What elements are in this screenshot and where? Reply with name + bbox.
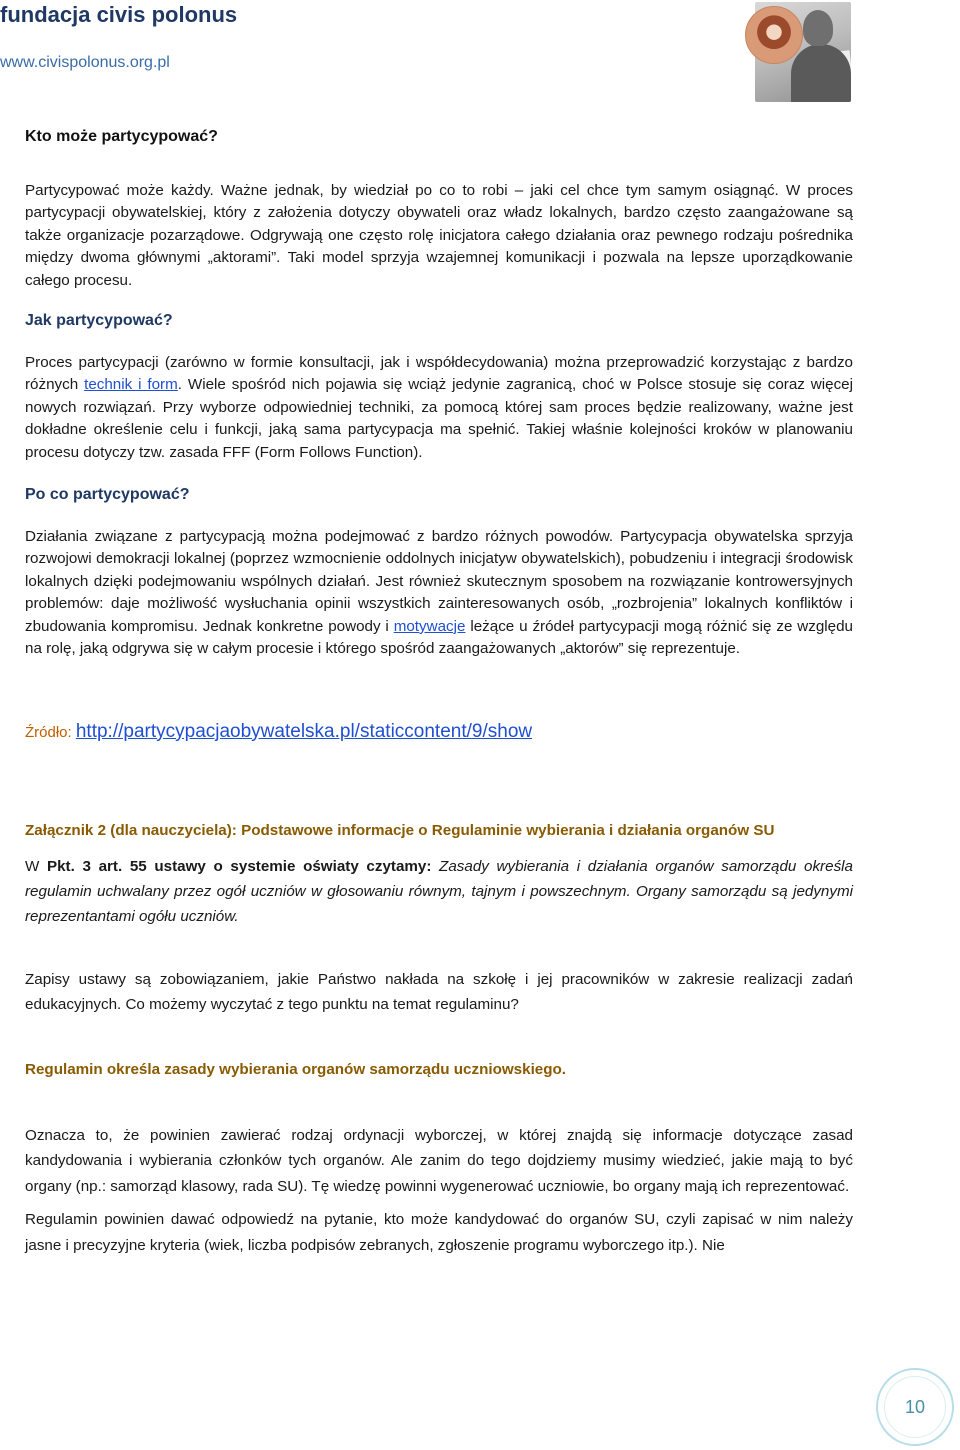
source-line (25, 719, 853, 746)
paragraph-who: Partycypować może każdy. Ważne jednak, by wiedział po co to robi – jaki cel chce tym samym osiągnąć. W proces partycypacji obywatelskiej, który z założenia dotyczy obywateli oraz władz lokalnych, bardzo często zaangażowane są także organizacje pozarządowe. Odgrywają one często rolę inicjatora całego działania oraz pewnego rodzaju pośrednika między dwoma głównymi „aktorami”. Taki model sprzyja wzajemnej komunikacji i pozwala na lepsze uporządkowanie całego procesu. (25, 182, 853, 289)
paragraph-why: Działania związane z partycypacją można podejmować z bardzo różnych powodów. Partycypacja obywatelska sprzyja rozwojowi demokracji lokalnej (poprzez wzmocnienie oddolnych inicjatyw obywatelskich), pobudzeniu i integracji środowisk lokalnych dzięki podejmowaniu wspólnych działań. Jest również skutecznym sposobem na rozwiązanie kontrowersyjnych problemów: daje możliwość wysłuchania opinii wszystkich zainteresowanych osób, „rozbrojenia” lokalnych konfliktów i zbudowania kompromisu. Jednak konkretne powody i motywacje leżące u źródeł partycypacji mogą różnić się ze względu na rolę, jaką odgrywa się w całym procesie i którego spośród zaangażowanych „aktorów” się reprezentuje. (25, 528, 854, 658)
header-photo (745, 0, 855, 104)
header-title: fundacja civis polonus (0, 2, 238, 27)
paragraph-candidacy: Regulamin powinien dawać odpowiedź na pytanie, kto może kandydować do organów SU, czyli zapisać w nim należy jasne i precyzyjne kryteria (wiek, liczba podpisów zebranych, zgłoszenie programu wyborczego itp.). Nie (25, 1211, 853, 1254)
page-number (876, 1368, 954, 1446)
paragraph-obligations: Zapisy ustawy są zobowiązaniem, jakie Państwo nakłada na szkołę i jej pracowników w zakresie realizacji zadań edukacyjnych. Co możemy wyczytać z tego punktu na temat regulaminu? (25, 970, 853, 1013)
header-url[interactable]: www.civispolonus.org.pl (0, 54, 170, 71)
annex-subheading: Regulamin określa zasady wybierania organów samorządu uczniowskiego. (25, 1060, 567, 1078)
annex-heading: Załącznik 2 (dla nauczyciela): Podstawowe informacje o Regulaminie wybierania i działania organów SU (25, 821, 775, 839)
section-heading-who: Kto może partycypować? (25, 128, 218, 145)
source-label: Źródło: (25, 723, 76, 741)
section-heading-why: Po co partycypować? (25, 486, 190, 504)
paragraph-law: W Pkt. 3 art. 55 ustawy o systemie oświaty czytamy: Zasady wybierania i działania organów samorządu określa regulamin uchwalany przez ogół uczniów w głosowaniu równym, tajnym i powszechnym. Organy samorządu są jedynymi reprezentantami ogółu uczniów. (25, 857, 853, 925)
page-number-label: 10 (904, 1396, 926, 1417)
section-heading-how: Jak partycypować? (25, 312, 173, 330)
portrait-photo (745, 6, 803, 64)
source-link[interactable]: http://partycypacjaobywatelska.pl/staticcontent/9/show (75, 720, 533, 742)
paragraph-ordinance: Oznacza to, że powinien zawierać rodzaj ordynacji wyborczej, w której znajdą się informacje dotyczące zasad kandydowania i wybierania członków tych organów. Ale zanim do tego dojdziemy musimy wiedzieć, jakie mają to być organy (np.: samorząd klasowy, rada SU). Tę wiedzę powinni wygenerować uczniowie, bo organy mają ich reprezentować. (25, 1126, 853, 1195)
paragraph-how: Proces partycypacji (zarówno w formie konsultacji, jak i współdecydowania) można przeprowadzić korzystając z bardzo różnych technik i form. Wiele spośród nich pojawia się wciąż jedynie zagranicą, choć w Polsce stosuje się coraz więcej nowych rozwiązań. Przy wyborze odpowiedniej techniki, za pomocą której sam proces będzie realizowany, ważne jest dokładne określenie celu i funkcji, jaką sama partycypacja ma spełnić. Takiej właśnie kolejności kroków w planowaniu procesu dotyczy tzw. zasada FFF (Form Follows Function). (25, 354, 854, 461)
document-body (25, 126, 853, 1258)
link-techniques[interactable]: technik i form (84, 376, 178, 394)
link-motivations[interactable]: motywacje (393, 617, 466, 635)
